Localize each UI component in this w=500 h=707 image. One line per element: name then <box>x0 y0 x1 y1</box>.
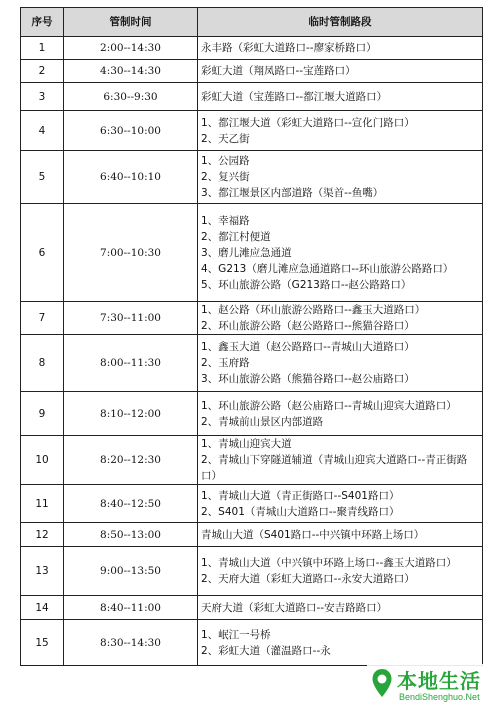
row-index: 8 <box>21 335 64 392</box>
watermark-title: 本地生活 <box>397 669 481 693</box>
row-index: 5 <box>21 151 64 204</box>
road-segment-line: 2、S401（青城山大道路口--聚青线路口） <box>201 505 400 518</box>
road-segment-line: 1、都江堰大道（彩虹大道路口--宣化门路口） <box>201 116 415 129</box>
road-segment-line: 彩虹大道（翔凤路口--宝莲路口） <box>201 65 356 77</box>
controlled-road <box>198 596 483 620</box>
road-segment-line: 1、环山旅游公路（赵公庙路口--青城山迎宾大道路口） <box>201 399 457 412</box>
road-segment-line: 2、环山旅游公路（赵公路路口--熊猫谷路口） <box>201 320 415 332</box>
road-segment-line: 3、环山旅游公路（熊猫谷路口--赵公庙路口） <box>201 373 415 385</box>
road-segment-line: 3、都江堰景区内部道路（渠首--鱼嘴） <box>201 187 384 199</box>
controlled-road <box>198 111 483 151</box>
controlled-road <box>198 547 483 596</box>
controlled-road <box>198 392 483 436</box>
controlled-road <box>198 204 483 302</box>
row-index: 10 <box>21 436 64 485</box>
controlled-road <box>198 37 483 60</box>
row-index: 9 <box>21 392 64 436</box>
table-row <box>21 392 483 436</box>
road-segment-line: 2、青城山下穿隧道辅道（青城山迎宾大道路口--青正街路口） <box>201 454 468 482</box>
row-index: 15 <box>21 620 64 666</box>
row-index: 4 <box>21 111 64 151</box>
table-row <box>21 436 483 485</box>
control-time: 8:40--12:50 <box>64 485 198 523</box>
location-pin-icon <box>371 668 393 698</box>
road-segment-line: 2、天乙街 <box>201 132 250 145</box>
road-segment-line: 1、青城山大道（中兴镇中环路上场口--鑫玉大道路口） <box>201 557 457 569</box>
road-segment-line: 1、鑫玉大道（赵公路路口--青城山大道路口） <box>201 341 415 353</box>
table-row <box>21 111 483 151</box>
controlled-road <box>198 436 483 485</box>
table-row <box>21 335 483 392</box>
controlled-road <box>198 620 483 666</box>
control-time: 8:00--11:30 <box>64 335 198 392</box>
road-segment-line: 2、天府大道（彩虹大道路口--永安大道路口） <box>201 573 415 585</box>
road-segment-line: 永丰路（彩虹大道路口--廖家桥路口） <box>201 42 377 54</box>
controlled-road <box>198 485 483 523</box>
row-index: 3 <box>21 83 64 111</box>
road-segment-line: 1、幸福路 <box>201 214 250 227</box>
row-index: 6 <box>21 204 64 302</box>
road-segment-line: 4、G213（磨儿滩应急通道路口--环山旅游公路路口） <box>201 262 454 275</box>
road-segment-line: 3、磨儿滩应急通道 <box>201 246 292 259</box>
controlled-road <box>198 302 483 335</box>
table-row <box>21 302 483 335</box>
controlled-road <box>198 60 483 83</box>
control-time: 6:40--10:10 <box>64 151 198 204</box>
control-time: 6:30--9:30 <box>64 83 198 111</box>
control-time: 8:30--14:30 <box>64 620 198 666</box>
road-segment-line: 2、彩虹大道（灌温路口--永 <box>201 644 331 657</box>
road-segment-line: 2、复兴街 <box>201 171 250 183</box>
controlled-road <box>198 83 483 111</box>
control-time: 9:00--13:50 <box>64 547 198 596</box>
row-index: 13 <box>21 547 64 596</box>
road-segment-line: 1、公园路 <box>201 155 250 167</box>
row-index: 11 <box>21 485 64 523</box>
control-time: 6:30--10:00 <box>64 111 198 151</box>
road-segment-line: 2、都江村便道 <box>201 230 271 243</box>
road-segment-line: 1、青城山大道（青正街路口--S401路口） <box>201 489 400 502</box>
road-segment-line: 2、青城前山景区内部道路 <box>201 415 324 428</box>
table-row <box>21 547 483 596</box>
table-row <box>21 596 483 620</box>
road-segment-line: 1、岷江一号桥 <box>201 628 271 641</box>
road-segment-line: 1、青城山迎宾大道 <box>201 438 292 450</box>
control-schedule-sheet <box>20 7 482 666</box>
table-row <box>21 37 483 60</box>
table-body <box>21 37 483 666</box>
control-time: 4:30--14:30 <box>64 60 198 83</box>
row-index: 14 <box>21 596 64 620</box>
road-segment-line: 2、玉府路 <box>201 357 250 369</box>
header-road: 临时管制路段 <box>198 8 483 37</box>
row-index: 1 <box>21 37 64 60</box>
row-index: 7 <box>21 302 64 335</box>
row-index: 12 <box>21 523 64 547</box>
road-segment-line: 青城山大道（S401路口--中兴镇中环路上场口） <box>201 528 425 541</box>
road-segment-line: 1、赵公路（环山旅游公路路口--鑫玉大道路口） <box>201 304 426 316</box>
control-time: 7:00--10:30 <box>64 204 198 302</box>
controlled-road <box>198 151 483 204</box>
row-index: 2 <box>21 60 64 83</box>
control-time: 8:10--12:00 <box>64 392 198 436</box>
table-row <box>21 151 483 204</box>
control-time: 8:50--13:00 <box>64 523 198 547</box>
control-time: 7:30--11:00 <box>64 302 198 335</box>
table-row <box>21 60 483 83</box>
control-time: 2:00--14:30 <box>64 37 198 60</box>
controlled-road <box>198 523 483 547</box>
table-row <box>21 620 483 666</box>
table-row <box>21 204 483 302</box>
header-index: 序号 <box>21 8 64 37</box>
table-row <box>21 83 483 111</box>
table-row <box>21 523 483 547</box>
road-segment-line: 5、环山旅游公路（G213路口--赵公路路口） <box>201 278 412 291</box>
road-segment-line: 彩虹大道（宝莲路口--都江堰大道路口） <box>201 90 388 103</box>
table-row <box>21 485 483 523</box>
control-time: 8:20--12:30 <box>64 436 198 485</box>
traffic-control-table <box>20 7 483 666</box>
header-time: 管制时间 <box>64 8 198 37</box>
road-segment-line: 天府大道（彩虹大道路口--安吉路路口） <box>201 601 388 614</box>
watermark-url: BendiShenghuo.Net <box>399 692 480 702</box>
watermark <box>367 664 500 707</box>
control-time: 8:40--11:00 <box>64 596 198 620</box>
controlled-road <box>198 335 483 392</box>
header-row <box>21 8 483 37</box>
